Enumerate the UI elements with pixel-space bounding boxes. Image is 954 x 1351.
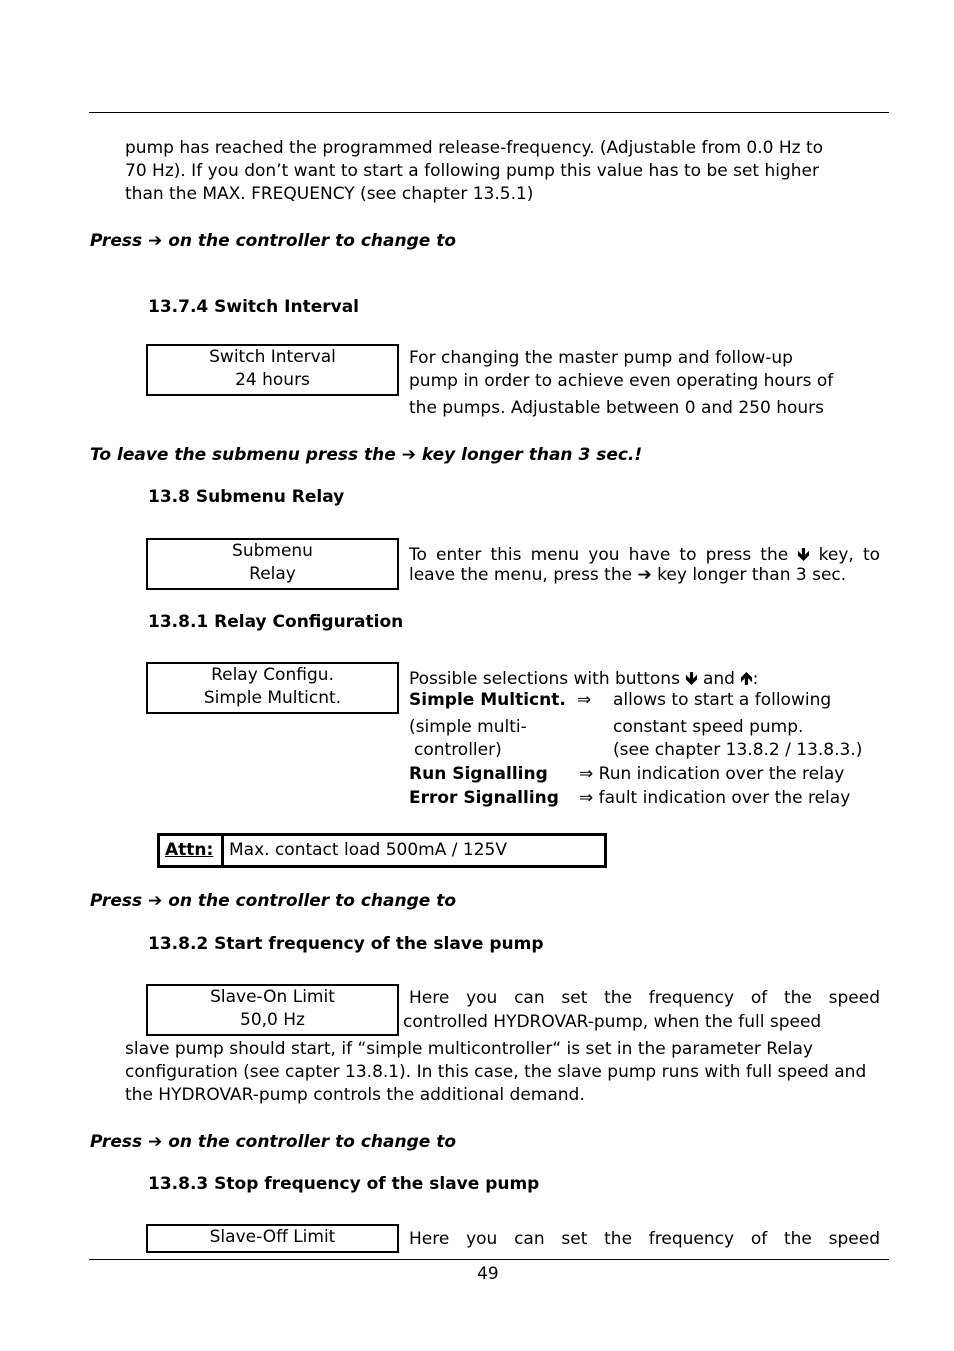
display-slave-off-limit: [146, 1224, 399, 1253]
display-line-1: Switch Interval: [209, 347, 336, 367]
option-error-signalling: Error Signalling: [409, 788, 559, 808]
display-line-1: Relay Configu.: [211, 665, 334, 685]
up-arrow-icon: 🡹: [740, 669, 753, 689]
leave-note-text-1: To leave the submenu press the: [90, 445, 396, 465]
attention-box: [157, 833, 607, 868]
down-arrow-icon: 🡻: [797, 545, 810, 565]
slave-on-cont-2: configuration (see capter 13.8.1). In this case, the slave pump runs with full speed and: [125, 1062, 867, 1082]
display-line-2: Relay: [249, 564, 296, 584]
implies-icon: ⇒: [579, 788, 594, 808]
display-slave-on-limit: [146, 984, 399, 1036]
press-note-2: Press ➔ on the controller to change to: [90, 891, 457, 911]
submenu-relay-desc-1: To enter this menu you have to press the 🡻 key, to: [409, 545, 881, 565]
intro-line-1: pump has reached the programmed release-frequency. (Adjustable from 0.0 Hz to: [125, 138, 824, 158]
right-arrow-icon: ➔: [637, 565, 652, 585]
option-simple-sub-2: controller): [414, 740, 502, 760]
slave-on-cont-1: slave pump should start, if “simple multicontroller“ is set in the parameter Relay: [125, 1039, 813, 1059]
header-rule: [89, 112, 889, 113]
option-simple-desc-3: (see chapter 13.8.2 / 13.8.3.): [613, 740, 863, 760]
display-line-2: Simple Multicnt.: [203, 688, 342, 708]
press-text: on the controller to change to: [168, 231, 457, 251]
switch-interval-desc-3: the pumps. Adjustable between 0 and 250 hours: [409, 398, 824, 418]
press-note-1: [90, 231, 456, 251]
submenu-relay-desc-2: leave the menu, press the ➔ key longer than 3 sec.: [409, 565, 847, 585]
heading-13-8-1: 13.8.1 Relay Configuration: [148, 612, 404, 632]
option-run-signalling: Run Signalling: [409, 764, 548, 784]
option-simple-desc-2: constant speed pump.: [613, 717, 804, 737]
switch-interval-desc-1: For changing the master pump and follow-up: [409, 348, 793, 368]
display-switch-interval: [146, 344, 399, 396]
implies-icon: ⇒: [579, 764, 594, 784]
footer-rule: [89, 1259, 889, 1260]
slave-on-cont-3: the HYDROVAR-pump controls the additional demand.: [125, 1085, 585, 1105]
display-line-1: Slave-On Limit: [210, 987, 335, 1007]
switch-interval-desc-2: pump in order to achieve even operating hours of: [409, 371, 834, 391]
heading-13-7-4: 13.7.4 Switch Interval: [148, 297, 359, 317]
implies-icon: ⇒: [577, 690, 592, 710]
display-line-2: 24 hours: [235, 370, 310, 390]
press-note-3: Press ➔ on the controller to change to: [90, 1132, 457, 1152]
right-arrow-icon: ➔: [148, 891, 163, 911]
heading-13-8-2: 13.8.2 Start frequency of the slave pump: [148, 934, 544, 954]
slave-on-desc-2: controlled HYDROVAR-pump, when the full speed: [403, 1012, 822, 1032]
heading-13-8: 13.8 Submenu Relay: [148, 487, 345, 507]
intro-line-2: 70 Hz). If you don’t want to start a following pump this value has to be set higher: [125, 161, 820, 181]
relay-config-intro: Possible selections with buttons 🡻 and 🡹:: [409, 669, 759, 689]
heading-13-8-3: 13.8.3 Stop frequency of the slave pump: [148, 1174, 540, 1194]
leave-note-text-2: key longer than 3 sec.!: [421, 445, 643, 465]
display-line-1: Submenu: [232, 541, 313, 561]
option-simple-sub-1: (simple multi-: [409, 717, 527, 737]
slave-on-desc-1: Here you can set the frequency of the speed: [409, 988, 880, 1008]
display-line-2: 50,0 Hz: [240, 1010, 305, 1030]
slave-off-desc-1: Here you can set the frequency of the speed: [409, 1229, 880, 1249]
option-simple-multicnt: Simple Multicnt.: [409, 690, 566, 710]
intro-line-3: than the MAX. FREQUENCY (see chapter 13.5.1): [125, 184, 534, 204]
down-arrow-icon: 🡻: [685, 669, 698, 689]
press-label: Press: [90, 231, 143, 251]
right-arrow-icon: ➔: [148, 231, 163, 251]
display-line-1: Slave-Off Limit: [209, 1227, 336, 1247]
option-simple-desc-1: allows to start a following: [613, 690, 832, 710]
attention-label: Attn:: [160, 836, 224, 865]
option-run-desc: ⇒ Run indication over the relay: [579, 764, 845, 784]
page-number: 49: [477, 1264, 499, 1284]
display-relay-config: [146, 662, 399, 714]
attention-text: Max. contact load 500mA / 125V: [229, 840, 507, 860]
right-arrow-icon: ➔: [148, 1132, 163, 1152]
display-submenu-relay: [146, 538, 399, 590]
option-error-desc: ⇒ fault indication over the relay: [579, 788, 851, 808]
right-arrow-icon: ➔: [401, 445, 416, 465]
leave-note: [90, 445, 642, 465]
